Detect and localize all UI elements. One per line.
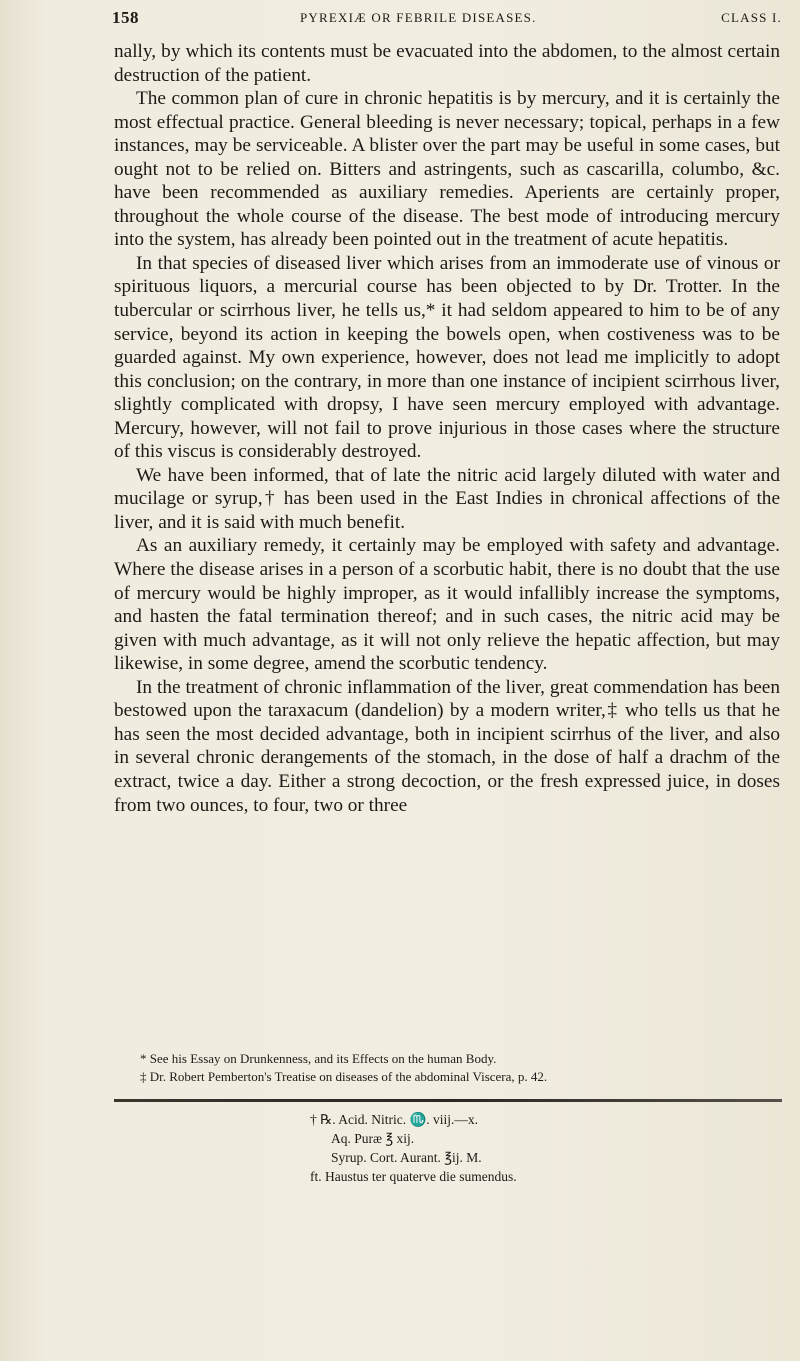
- class-label: CLASS I.: [721, 10, 782, 25]
- prescription-line: Syrup. Cort. Aurant. ℥ij. M.: [331, 1150, 482, 1165]
- paragraph-2: The common plan of cure in chronic hepatitis is by mercury, and it is certainly the most effectual practice. General bleeding is never necessary; topical, perhaps in a few instances, may be serviceable. A blister over the part may be useful in some cases, but ought not to be relied on. Bitters and astringents, such as cascarilla, columbo, &c. have been recommended as auxiliary remedies. Aperients are certainly proper, throughout the whole course of the disease. The best mode of introducing mercury into the system, has already been pointed out in the treatment of acute hepatitis.: [114, 88, 780, 251]
- prescription-line: † ℞. Acid. Nitric. ♏. viij.—x.: [310, 1112, 479, 1127]
- body-text: [114, 40, 780, 817]
- running-title: PYREXIÆ OR FEBRILE DISEASES.: [300, 10, 537, 25]
- paragraph-6: In the treatment of chronic inflammation of the liver, great commendation has been bestowed upon the taraxacum (dandelion) by a modern writer,‡ who tells us that he has seen the most decided advantage, both in incipient scirrhus of the liver, and also in several chronic derangements of the stomach, in the dose of half a drachm of the extract, twice a day. Either a strong decoction, or the fresh expressed juice, in doses from two ounces, to four, two or three: [114, 676, 780, 816]
- paragraph-3: In that species of diseased liver which arises from an immoderate use of vinous or spirituous liquors, a mercurial course has been objected to by Dr. Trotter. In the tubercular or scirrhous liver, he tells us,* it had seldom appeared to him to be of any service, beyond its action in keeping the bowels open, when costiveness was to be guarded against. My own experience, however, does not lead me implicitly to adopt this conclusion; on the contrary, in more than one instance of incipient scirrhous liver, slightly complicated with dropsy, I have seen mercury employed with advantage. Mercury, however, will not fail to prove injurious in those cases where the structure of this viscus is considerably destroyed.: [114, 252, 780, 463]
- page-header: [112, 8, 782, 32]
- footnotes: [140, 1050, 780, 1086]
- paragraph-5: As an auxiliary remedy, it certainly may be employed with safety and advantage. Where the disease arises in a person of a scorbutic habit, there is no doubt that the use of mercury would be highly improper, as it would infallibly increase the symptoms, and hasten the fatal termination thereof; and in such cases, the nitric acid may be given with much advantage, as it will not only relieve the hepatic affection, but may likewise, in some degree, amend the scorbutic tendency.: [114, 535, 780, 675]
- footnote-asterisk: * See his Essay on Drunkenness, and its Effects on the human Body.: [140, 1051, 497, 1066]
- prescription-line: Aq. Puræ ℥ xij.: [331, 1131, 415, 1146]
- paragraph-4: We have been informed, that of late the nitric acid largely diluted with water and mucilage or syrup,† has been used in the East Indies in chronical affections of the liver, and it is said with much benefit.: [114, 464, 780, 533]
- prescription-line: ft. Haustus ter quaterve die sumendus.: [310, 1169, 517, 1184]
- footnote-double-dagger: ‡ Dr. Robert Pemberton's Treatise on diseases of the abdominal Viscera, p. 42.: [140, 1069, 548, 1084]
- page-number: 158: [112, 8, 139, 27]
- prescription-footnote: [310, 1110, 670, 1186]
- footnote-divider: [114, 1099, 782, 1102]
- paragraph-1: nally, by which its contents must be evacuated into the abdomen, to the almost certain destruction of the patient.: [114, 41, 780, 86]
